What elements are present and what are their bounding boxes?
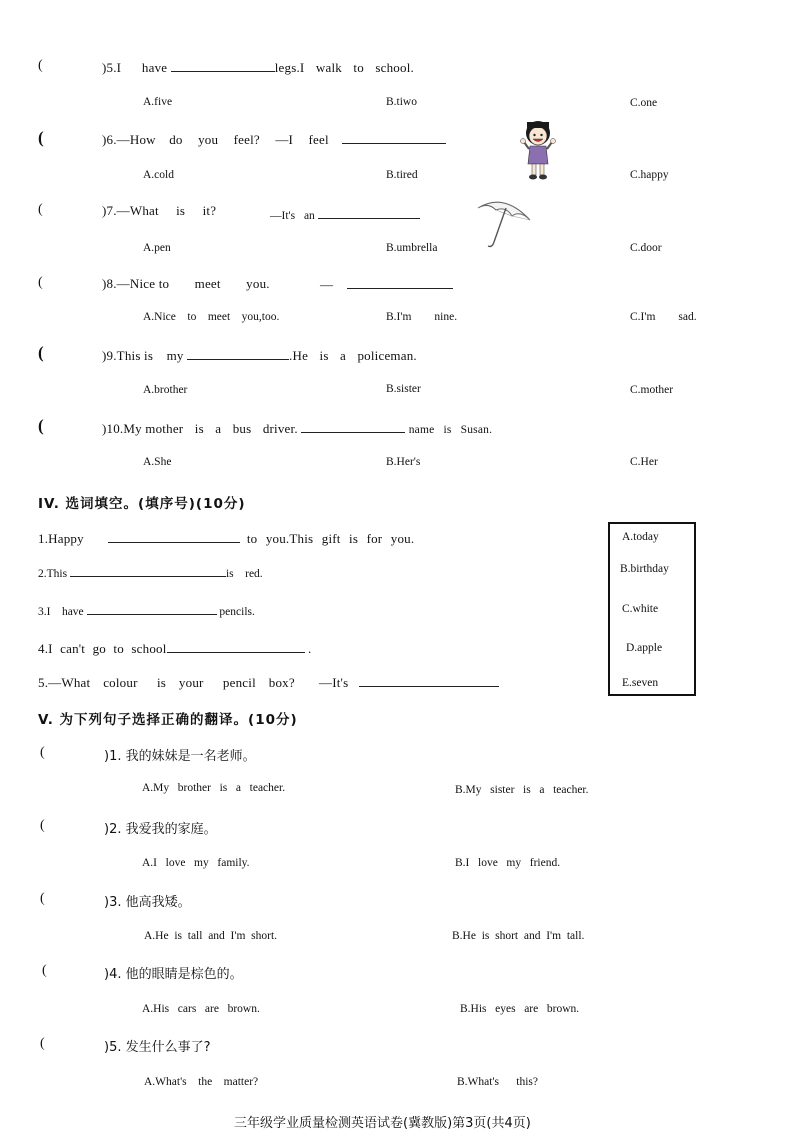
fill-item-text-after: . xyxy=(307,641,312,656)
question-number: )5.I xyxy=(102,60,122,75)
question-text: is my xyxy=(144,348,184,363)
word-bank-option: D.apple xyxy=(626,642,663,654)
question-number: )6.—How xyxy=(102,132,156,147)
question-5-text xyxy=(102,59,414,76)
question-text: to meet you. xyxy=(158,276,270,291)
question-10-text xyxy=(102,420,492,437)
question-5-row xyxy=(38,57,43,74)
option-b[interactable]: B.I'm nine. xyxy=(386,311,458,323)
answer-blank[interactable] xyxy=(347,276,453,289)
question-number: )2. xyxy=(104,822,122,837)
word-bank-option: C.white xyxy=(622,603,659,615)
fill-item-text-after: pencils. xyxy=(219,606,255,618)
option-a[interactable]: A.five xyxy=(143,96,173,108)
question-8-row xyxy=(38,274,43,291)
chinese-sentence: 我爱我的家庭。 xyxy=(125,822,217,837)
question-text: is it? xyxy=(176,203,217,218)
translate-item-3-text xyxy=(104,891,191,910)
answer-paren[interactable]: ( xyxy=(38,343,44,362)
answer-blank[interactable] xyxy=(167,640,305,653)
answer-blank[interactable] xyxy=(87,602,217,615)
option-b[interactable]: B.Her's xyxy=(386,456,421,468)
question-text-after: legs.I walk to school. xyxy=(274,60,414,75)
section-5-heading: V. 为下列句子选择正确的翻译。(10分) xyxy=(38,712,298,728)
word-bank-option: E.seven xyxy=(622,677,659,689)
answer-paren[interactable]: ( xyxy=(38,416,44,435)
option-b[interactable]: B.What's this? xyxy=(457,1076,538,1088)
translate-item-4 xyxy=(42,962,47,979)
option-a[interactable]: A.What's the matter? xyxy=(144,1076,259,1088)
answer-blank[interactable] xyxy=(359,674,499,687)
option-b[interactable]: B.sister xyxy=(386,383,421,395)
option-a[interactable]: A.My brother is a teacher. xyxy=(142,782,286,794)
option-c[interactable]: C.Her xyxy=(630,456,658,468)
option-b[interactable]: B.umbrella xyxy=(386,242,438,254)
happy-girl-illustration xyxy=(518,116,558,182)
question-7-reply xyxy=(270,206,420,222)
answer-blank[interactable] xyxy=(342,131,446,144)
fill-item-text-after: to you.This gift is for you. xyxy=(246,531,415,546)
chinese-sentence: 他的眼睛是棕色的。 xyxy=(125,967,243,982)
chinese-sentence: 发生什么事了? xyxy=(125,1040,211,1055)
section-4-heading: IV. 选词填空。(填序号)(10分) xyxy=(38,496,246,512)
translate-item-5-text xyxy=(104,1036,211,1055)
answer-paren[interactable]: ( xyxy=(40,745,45,760)
answer-paren[interactable]: ( xyxy=(38,275,43,290)
translate-item-5 xyxy=(40,1035,45,1052)
fill-item-1 xyxy=(38,530,414,547)
translate-item-2-text xyxy=(104,818,217,837)
answer-blank[interactable] xyxy=(171,59,275,72)
question-number: )9.This xyxy=(102,348,141,363)
answer-paren[interactable]: ( xyxy=(40,818,45,833)
option-a[interactable]: A.He is tall and I'm short. xyxy=(144,930,278,942)
translate-item-1 xyxy=(40,744,45,761)
translate-item-3 xyxy=(40,890,45,907)
chinese-sentence: 我的妹妹是一名老师。 xyxy=(125,749,256,764)
option-a[interactable]: A.brother xyxy=(143,384,188,396)
answer-paren[interactable]: ( xyxy=(38,202,43,217)
option-a[interactable]: A.Nice to meet you,too. xyxy=(143,311,280,323)
question-text: have xyxy=(141,60,168,75)
question-9-row xyxy=(38,343,44,363)
fill-item-reply: —It's xyxy=(319,675,349,690)
question-8-reply xyxy=(320,276,453,293)
answer-paren[interactable]: ( xyxy=(38,128,44,147)
question-text-after: name is Susan. xyxy=(408,424,493,436)
option-a[interactable]: A.cold xyxy=(143,169,174,181)
option-b[interactable]: B.I love my friend. xyxy=(455,857,561,869)
translate-item-2 xyxy=(40,817,45,834)
option-b[interactable]: B.My sister is a teacher. xyxy=(455,784,589,796)
reply-text: — xyxy=(320,277,334,292)
question-number: )5. xyxy=(104,1040,122,1055)
umbrella-illustration xyxy=(474,196,536,252)
question-number: )7.—What xyxy=(102,203,159,218)
answer-blank[interactable] xyxy=(187,347,289,360)
question-7-text xyxy=(102,203,216,219)
question-6-text xyxy=(102,131,446,148)
answer-paren[interactable]: ( xyxy=(40,1036,45,1051)
question-6-row xyxy=(38,128,44,148)
option-a[interactable]: A.I love my family. xyxy=(142,857,250,869)
fill-item-text: 4.I can't go to school xyxy=(38,641,167,656)
option-b[interactable]: B.He is short and I'm tall. xyxy=(452,930,585,942)
question-number: )3. xyxy=(104,895,122,910)
question-text-after: .He is a policeman. xyxy=(289,348,417,363)
fill-item-text: 2.This xyxy=(38,568,68,580)
question-number: )4. xyxy=(104,967,122,982)
question-number: )8.—Nice xyxy=(102,276,156,291)
chinese-sentence: 他高我矮。 xyxy=(125,895,191,910)
answer-paren[interactable]: ( xyxy=(38,58,43,73)
option-c[interactable]: C.happy xyxy=(630,169,669,181)
option-c[interactable]: C.door xyxy=(630,242,662,254)
page-footer: 三年级学业质量检测英语试卷(冀教版)第3页(共4页) xyxy=(234,1116,531,1131)
fill-item-text: 5.—What colour is your pencil box? xyxy=(38,675,295,690)
question-7-row xyxy=(38,201,43,218)
question-10-row xyxy=(38,416,44,436)
reply-text: —It's an xyxy=(270,210,315,222)
translate-item-4-text xyxy=(104,963,243,982)
option-b[interactable]: B.tiwo xyxy=(386,96,417,108)
option-c[interactable]: C.one xyxy=(630,97,658,109)
question-number: )10.My xyxy=(102,421,142,436)
option-a[interactable]: A.She xyxy=(143,456,172,468)
question-text: do you feel? —I feel xyxy=(169,132,329,147)
question-9-text xyxy=(102,347,417,364)
fill-item-4 xyxy=(38,640,311,657)
question-number: )1. xyxy=(104,749,122,764)
question-8-text xyxy=(102,276,270,292)
option-c[interactable]: C.mother xyxy=(630,384,674,396)
translate-item-1-text xyxy=(104,745,256,764)
fill-item-5 xyxy=(38,674,499,691)
fill-item-text: 1.Happy xyxy=(38,531,84,546)
option-b[interactable]: B.His eyes are brown. xyxy=(460,1003,580,1015)
answer-blank[interactable] xyxy=(318,206,420,219)
answer-blank[interactable] xyxy=(301,420,405,433)
answer-blank[interactable] xyxy=(108,530,240,543)
word-bank-option: A.today xyxy=(622,531,659,543)
fill-item-text: 3.I have xyxy=(38,606,84,618)
fill-item-text-after: is red. xyxy=(225,568,263,580)
fill-item-2 xyxy=(38,564,263,580)
option-b[interactable]: B.tired xyxy=(386,169,418,181)
option-a[interactable]: A.pen xyxy=(143,242,171,254)
question-text: mother is a bus driver. xyxy=(145,421,298,436)
answer-paren[interactable]: ( xyxy=(42,963,47,978)
answer-paren[interactable]: ( xyxy=(40,891,45,906)
option-c[interactable]: C.I'm sad. xyxy=(630,311,697,323)
word-bank-option: B.birthday xyxy=(620,563,669,575)
option-a[interactable]: A.His cars are brown. xyxy=(142,1003,260,1015)
answer-blank[interactable] xyxy=(70,564,226,577)
fill-item-3 xyxy=(38,602,255,618)
